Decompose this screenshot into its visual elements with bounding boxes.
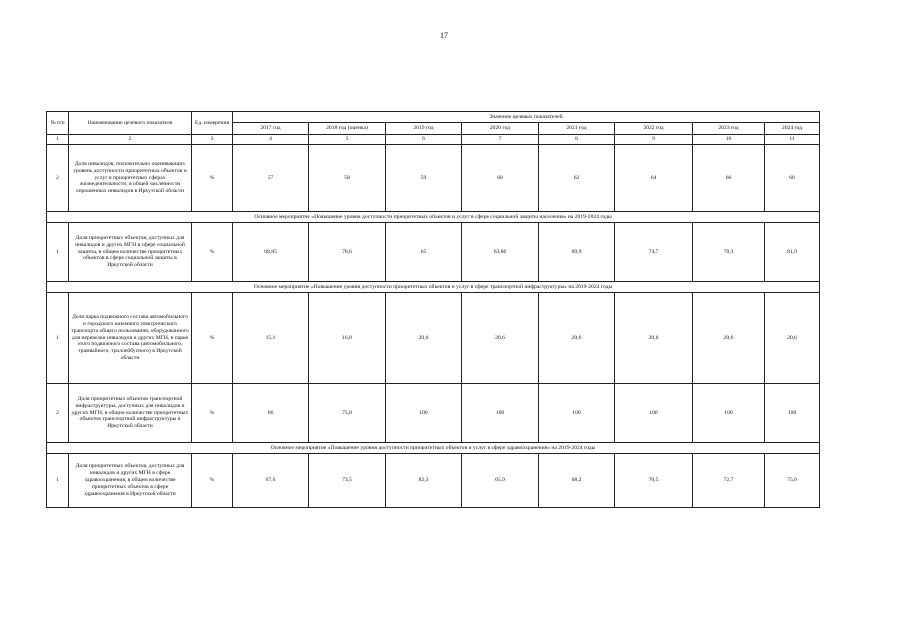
column-number: 11 [765, 135, 820, 145]
column-number: 5 [309, 135, 386, 145]
header-year: 2018 год (оценка) [309, 123, 386, 135]
indicator-value: 100 [693, 384, 765, 443]
indicator-value: 100 [615, 384, 693, 443]
table-row [47, 145, 820, 212]
indicator-name: Доля приоритетных объектов, доступных для инвалидов и других МГН в сфере здравоохранения, в общем количестве приоритетных объектов в сфере здравоохранения в Иркутской области [69, 454, 192, 508]
header-year: 2024 год [765, 123, 820, 135]
indicator-value: 78,6 [309, 223, 386, 282]
indicator-value: 64 [615, 145, 693, 212]
indicator-value: 16,8 [309, 293, 386, 384]
indicator-value: 72,7 [693, 454, 765, 508]
indicator-value: 68 [765, 145, 820, 212]
indicator-value: 20,6 [615, 293, 693, 384]
header-year: 2019 год [386, 123, 462, 135]
indicator-value: 20,6 [462, 293, 539, 384]
row-num: 1 [47, 223, 69, 282]
indicator-value: 58 [309, 145, 386, 212]
indicator-value: 20,6 [765, 293, 820, 384]
indicator-value: 57 [233, 145, 309, 212]
row-num: 2 [47, 384, 69, 443]
indicator-name: Доля парка подвижного состава автомобильного и городского наземного электрического транспорта общего пользования, оборудованного для перевозки инвалидов и других МГН, в парке этого подвижного состава (автомобильного, трамвайного, троллейбусного) в Иркутской области [69, 293, 192, 384]
row-num: 1 [47, 454, 69, 508]
indicator-value: 66 [693, 145, 765, 212]
header-num: № п/п [47, 112, 69, 135]
indicator-name: Доля инвалидов, положительно оценивающих уровень доступности приоритетных объектов и услуг в приоритетных сферах жизнедеятельности, в общей численности опрошенных инвалидов в Иркутской области [69, 145, 192, 212]
indicator-value: 75,0 [765, 454, 820, 508]
section-title: Основное мероприятие «Повышение уровня доступности приоритетных объектов и услуг в сфере транспортной инфраструктуры» на 2019-2024 годы [47, 282, 820, 293]
indicator-value: 74,7 [615, 223, 693, 282]
column-number: 4 [233, 135, 309, 145]
header-year: 2021 год [539, 123, 615, 135]
indicator-value: 70,5 [615, 454, 693, 508]
indicator-value: 100 [462, 384, 539, 443]
section-title: Основное мероприятие «Повышение уровня доступности приоритетных объектов и услуг в сфере здравоохранения» на 2019-2024 годы [47, 443, 820, 454]
indicator-name: Доля приоритетных объектов транспортной инфраструктуры, доступных для инвалидов и других МГН, в общем количестве приоритетных объектов транспортной инфраструктуры в Иркутской области [69, 384, 192, 443]
column-number: 8 [539, 135, 615, 145]
indicator-value: 78,3 [693, 223, 765, 282]
column-number: 2 [69, 135, 192, 145]
indicator-value: 60 [462, 145, 539, 212]
indicator-value: 82,3 [386, 454, 462, 508]
header-name: Наименование целевого показателя [69, 112, 192, 135]
indicator-value: 66 [233, 384, 309, 443]
indicator-value: 73,5 [309, 454, 386, 508]
table-row [47, 454, 820, 508]
indicator-value: 20,6 [693, 293, 765, 384]
header-row [47, 112, 820, 123]
column-number: 7 [462, 135, 539, 145]
indicator-value: 100 [765, 384, 820, 443]
row-num: 2 [47, 145, 69, 212]
indicator-value: 75,8 [309, 384, 386, 443]
indicator-value: 20,6 [386, 293, 462, 384]
table-row [47, 223, 820, 282]
column-number: 9 [615, 135, 693, 145]
header-unit: Ед. измерения [192, 112, 233, 135]
indicator-value: 59 [386, 145, 462, 212]
indicator-value: 81,9 [765, 223, 820, 282]
indicator-unit: % [192, 145, 233, 212]
section-row [47, 212, 820, 223]
target-indicators-table [46, 111, 820, 508]
indicator-value: 65,9 [462, 454, 539, 508]
header-year: 2023 год [693, 123, 765, 135]
header-year: 2017 год [233, 123, 309, 135]
table-row [47, 293, 820, 384]
indicator-value: 100 [386, 384, 462, 443]
indicator-value: 63,86 [462, 223, 539, 282]
indicator-unit: % [192, 293, 233, 384]
column-number: 10 [693, 135, 765, 145]
column-number: 1 [47, 135, 69, 145]
page-number: 17 [440, 31, 448, 40]
indicator-value: 100 [539, 384, 615, 443]
header-year: 2020 год [462, 123, 539, 135]
section-row [47, 443, 820, 454]
indicator-value: 15,1 [233, 293, 309, 384]
table-row [47, 384, 820, 443]
indicator-unit: % [192, 454, 233, 508]
indicator-value: 68,2 [539, 454, 615, 508]
section-title: Основное мероприятие «Повышение уровня доступности приоритетных объектов и услуг в сфере социальной защиты населения» на 2019-2024 годы [47, 212, 820, 223]
indicator-value: 68,85 [233, 223, 309, 282]
row-num: 1 [47, 293, 69, 384]
indicator-unit: % [192, 223, 233, 282]
indicator-value: 69,9 [539, 223, 615, 282]
section-row [47, 282, 820, 293]
header-values-group: Значение целевых показателей [233, 112, 820, 123]
header-year: 2022 год [615, 123, 693, 135]
indicator-value: 67,6 [233, 454, 309, 508]
indicator-unit: % [192, 384, 233, 443]
column-numbers-row [47, 135, 820, 145]
indicator-name: Доля приоритетных объектов, доступных для инвалидов и других МГН в сфере социальной защиты, в общем количестве приоритетных объектов в сфере социальной защиты в Иркутской области [69, 223, 192, 282]
indicator-value: 62 [539, 145, 615, 212]
indicator-value: 20,6 [539, 293, 615, 384]
column-number: 3 [192, 135, 233, 145]
indicator-value: 65 [386, 223, 462, 282]
column-number: 6 [386, 135, 462, 145]
